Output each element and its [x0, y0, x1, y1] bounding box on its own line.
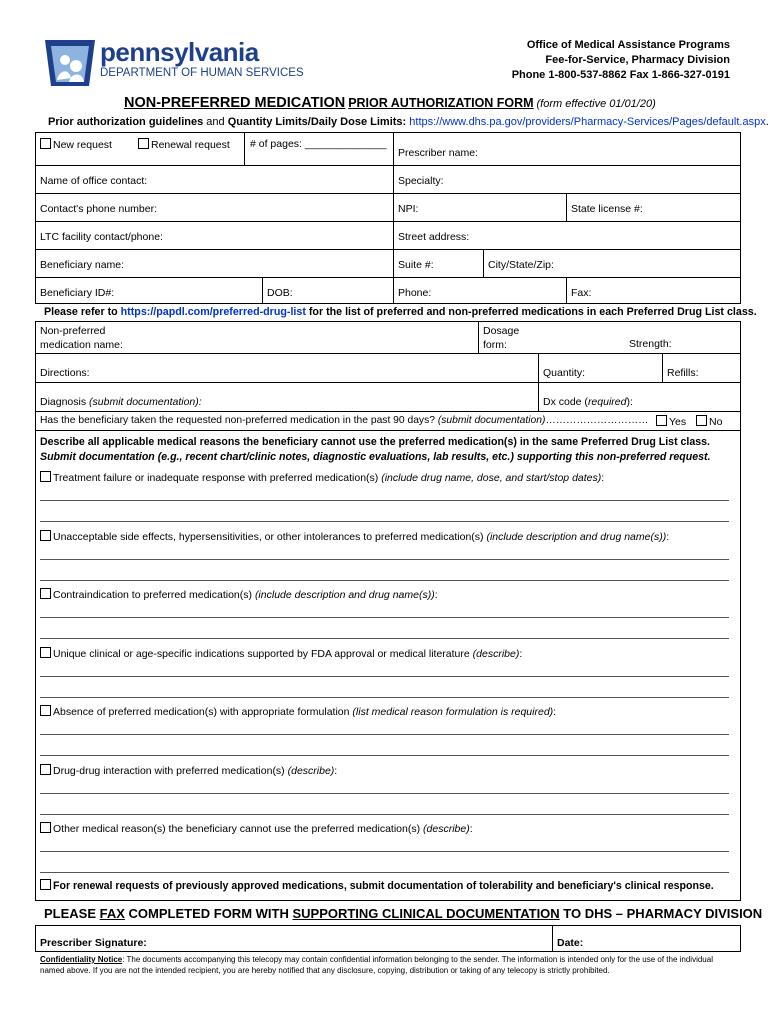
title-main: NON-PREFERRED MEDICATION — [124, 95, 346, 111]
refills-field[interactable]: Refills: — [667, 367, 699, 379]
dx-code-field[interactable]: Dx code (required): — [543, 396, 633, 408]
beneficiary-id-field[interactable]: Beneficiary ID#: — [40, 287, 115, 299]
medication-name-field[interactable]: Non-preferred medication name: — [40, 325, 123, 351]
reason-writing-line[interactable] — [40, 734, 729, 735]
street-address-field[interactable]: Street address: — [398, 231, 470, 243]
dosage-form-field[interactable]: Dosage form: — [483, 325, 520, 351]
renewal-request-checkbox[interactable]: Renewal request — [138, 138, 230, 151]
reason-writing-line[interactable] — [40, 697, 729, 698]
office-line1: Office of Medical Assistance Programs — [526, 39, 730, 51]
suite-field[interactable]: Suite #: — [398, 259, 434, 271]
keystone-icon — [43, 38, 97, 90]
specialty-field[interactable]: Specialty: — [398, 175, 444, 187]
prescriber-name-field[interactable]: Prescriber name: — [398, 147, 478, 159]
diagnosis-field[interactable]: Diagnosis (submit documentation): — [40, 396, 202, 408]
fax-field[interactable]: Fax: — [571, 287, 592, 299]
past-90-no-checkbox[interactable]: No — [696, 415, 722, 428]
title-effective: (form effective 01/01/20) — [536, 98, 656, 110]
reason-checkbox-item[interactable]: Unacceptable side effects, hypersensitivities, or other intolerances to preferred medication(s) (include description and drug name(s)): — [40, 530, 669, 543]
reason-checkbox-item[interactable]: Other medical reason(s) the beneficiary cannot use the preferred medication(s) (describe): — [40, 822, 473, 835]
beneficiary-name-field[interactable]: Beneficiary name: — [40, 259, 125, 271]
office-contact-field[interactable]: Name of office contact: — [40, 175, 148, 187]
reason-writing-line[interactable] — [40, 793, 729, 794]
title-sub: PRIOR AUTHORIZATION FORM — [348, 96, 534, 110]
reason-writing-line[interactable] — [40, 617, 729, 618]
dob-field[interactable]: DOB: — [267, 287, 293, 299]
reasons-intro: Describe all applicable medical reasons the beneficiary cannot use the preferred medication(s) in the same Preferred Drug List class. Submit documentation (e.g., recent chart/clinic notes, diagnostic evaluations, lab results, etc.) supporting this non-preferred request. — [40, 436, 711, 463]
office-phone-fax: Phone 1-800-537-8862 Fax 1-866-327-0191 — [511, 69, 730, 81]
pa-keystone-logo — [43, 38, 97, 90]
reason-writing-line[interactable] — [40, 521, 729, 522]
reason-writing-line[interactable] — [40, 814, 729, 815]
city-state-zip-field[interactable]: City/State/Zip: — [488, 259, 554, 271]
quantity-field[interactable]: Quantity: — [543, 367, 586, 379]
reason-checkbox-item[interactable]: Absence of preferred medication(s) with appropriate formulation (list medical reason formulation is required): — [40, 705, 556, 718]
reason-writing-line[interactable] — [40, 872, 729, 873]
reason-writing-line[interactable] — [40, 755, 729, 756]
reason-checkbox-item[interactable]: Treatment failure or inadequate response with preferred medication(s) (include drug name, dose, and start/stop dates): — [40, 471, 604, 484]
new-request-checkbox[interactable]: New request — [40, 138, 112, 151]
ltc-contact-field[interactable]: LTC facility contact/phone: — [40, 231, 163, 243]
fax-instruction: PLEASE FAX COMPLETED FORM WITH SUPPORTING CLINICAL DOCUMENTATION TO DHS – PHARMACY DIVISION — [44, 906, 763, 921]
pdl-refer-line: Please refer to https://papdl.com/preferred-drug-list for the list of preferred and non-preferred medications in each Preferred Drug List class. — [44, 306, 757, 318]
pdl-link[interactable]: https://papdl.com/preferred-drug-list — [120, 306, 306, 318]
phone-field[interactable]: Phone: — [398, 287, 432, 299]
reason-writing-line[interactable] — [40, 580, 729, 581]
reason-writing-line[interactable] — [40, 559, 729, 560]
num-pages-field[interactable]: # of pages: ______________ — [250, 138, 387, 150]
past-90-days-question: Has the beneficiary taken the requested non-preferred medication in the past 90 days? (submit documentation)………………………… — [40, 415, 649, 426]
guidelines-line: Prior authorization guidelines and Quantity Limits/Daily Dose Limits: https://www.dhs.pa.gov/providers/Pharmacy-Services/Pages/default.aspx. — [48, 116, 769, 128]
reason-writing-line[interactable] — [40, 638, 729, 639]
date-field[interactable]: Date: — [557, 937, 584, 949]
reason-writing-line[interactable] — [40, 851, 729, 852]
strength-field[interactable]: Strength: — [629, 338, 672, 350]
guidelines-link[interactable]: https://www.dhs.pa.gov/providers/Pharmacy-Services/Pages/default.aspx — [409, 116, 766, 128]
brand-name: pennsylvania — [100, 37, 259, 67]
prescriber-signature-field[interactable]: Prescriber Signature: — [40, 937, 147, 949]
directions-field[interactable]: Directions: — [40, 367, 90, 379]
department-name: DEPARTMENT OF HUMAN SERVICES — [100, 67, 304, 79]
past-90-yes-checkbox[interactable]: Yes — [656, 415, 686, 428]
confidentiality-notice: Confidentiality Notice: The documents accompanying this telecopy may contain confidential information belonging to the sender. The information is intended only for the use of the individual named above. If you are not the intended recipient, you are hereby notified that any disclosure, copying, distribution or taking of any telecopy is strictly prohibited. — [40, 955, 713, 975]
reason-checkbox-item[interactable]: Contraindication to preferred medication(s) (include description and drug name(s)): — [40, 588, 438, 601]
request-info-table — [35, 132, 741, 304]
form-title — [124, 95, 656, 111]
reason-checkbox-item[interactable]: Unique clinical or age-specific indications supported by FDA approval or medical literature (describe): — [40, 647, 522, 660]
renewal-documentation-checkbox[interactable]: For renewal requests of previously approved medications, submit documentation of tolerability and beneficiary's clinical response. — [40, 879, 714, 892]
office-line2: Fee-for-Service, Pharmacy Division — [545, 54, 730, 66]
npi-field[interactable]: NPI: — [398, 203, 419, 215]
state-license-field[interactable]: State license #: — [571, 203, 643, 215]
reason-writing-line[interactable] — [40, 500, 729, 501]
reason-checkbox-item[interactable]: Drug-drug interaction with preferred medication(s) (describe): — [40, 764, 337, 777]
contact-phone-field[interactable]: Contact's phone number: — [40, 203, 157, 215]
reason-writing-line[interactable] — [40, 676, 729, 677]
